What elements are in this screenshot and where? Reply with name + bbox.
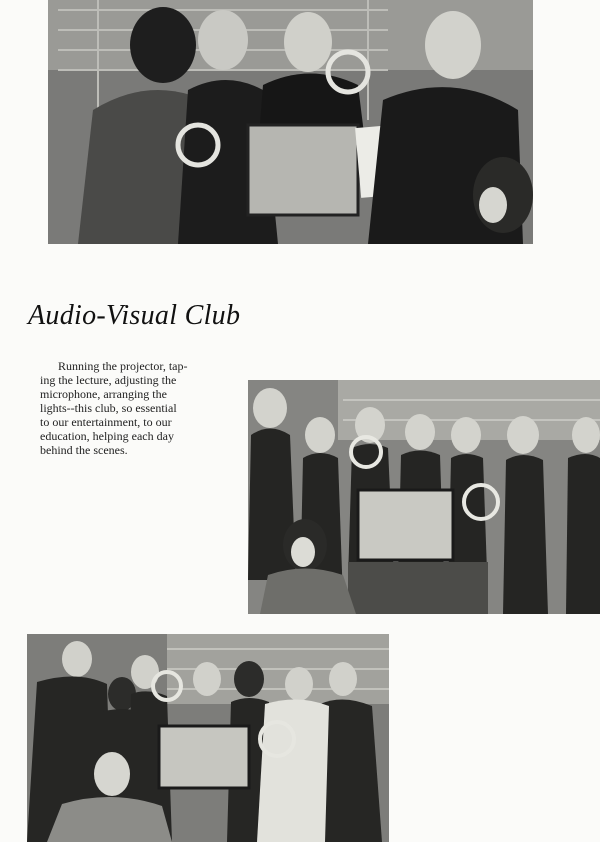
photo-top-image [48, 0, 533, 244]
club-photo-bottom [27, 634, 389, 842]
description-line: to our entertainment, to our [40, 415, 172, 429]
club-description [40, 359, 228, 457]
description-line: Running the projector, tap- [58, 359, 188, 373]
description-line: lights--this club, so essential [40, 401, 177, 415]
description-line: microphone, arranging the [40, 387, 167, 401]
description-line: education, helping each day [40, 429, 174, 443]
description-line: behind the scenes. [40, 443, 128, 457]
photo-bottom-image [27, 634, 389, 842]
photo-middle-image [248, 380, 600, 614]
club-photo-top [48, 0, 533, 244]
club-photo-middle [248, 380, 600, 614]
description-line: ing the lecture, adjusting the [40, 373, 177, 387]
page-title: Audio-Visual Club [28, 300, 241, 331]
